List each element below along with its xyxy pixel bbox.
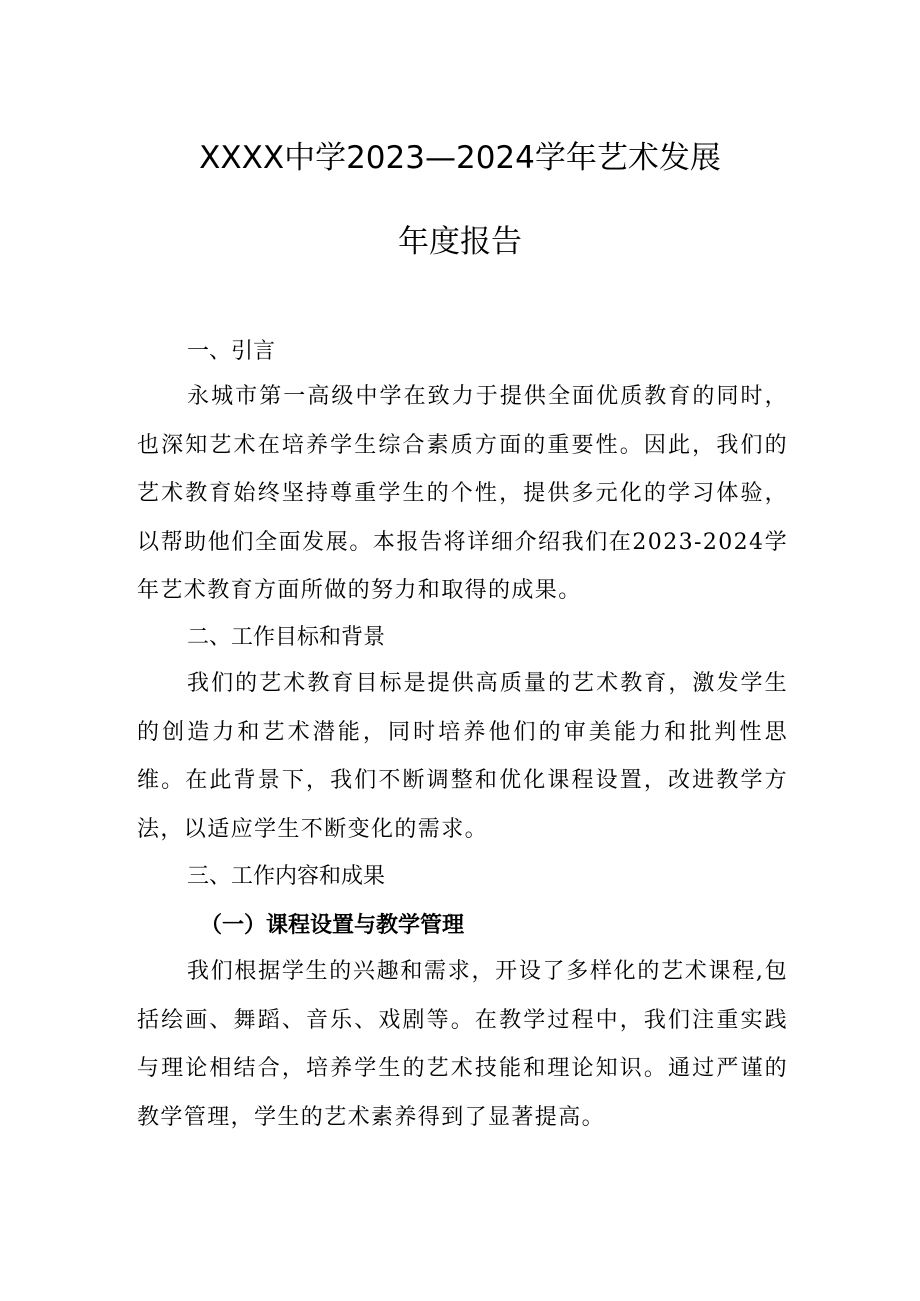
section-heading-introduction: 一、引言 bbox=[187, 339, 276, 364]
subsection-paragraph-curriculum: 我们根据学生的兴趣和需求，开设了多样化的艺术课程,包括绘画、舞蹈、音乐、戏剧等。在教学过程中，我们注重实践与理论相结合，培养学生的艺术技能和理论知识。通过严谨的教学管理，学生的艺术素养得到了显著提高。 bbox=[137, 959, 788, 1130]
subsection-heading-curriculum: （一）课程设置与教学管理 bbox=[200, 912, 465, 938]
section-paragraph-goals-background: 我们的艺术教育目标是提供高质量的艺术教育，激发学生的创造力和艺术潜能，同时培养他们的审美能力和批判性思维。在此背景下，我们不断调整和优化课程设置，改进教学方法，以适应学生不断变化的需求。 bbox=[137, 671, 788, 842]
section-heading-goals-background: 二、工作目标和背景 bbox=[187, 625, 386, 650]
section-paragraph-introduction: 永城市第一高级中学在致力于提供全面优质教育的同时，也深知艺术在培养学生综合素质方面的重要性。因此，我们的艺术教育始终坚持尊重学生的个性，提供多元化的学习体验，以帮助他们全面发展。本报告将详细介绍我们在2023-2024学年艺术教育方面所做的努力和取得的成果。 bbox=[137, 384, 788, 603]
section-heading-content-results: 三、工作内容和成果 bbox=[187, 864, 386, 889]
document-title-line-1: XXXX中学2023—2024学年艺术发展 bbox=[199, 140, 721, 176]
document-title-line-2: 年度报告 bbox=[398, 224, 522, 260]
